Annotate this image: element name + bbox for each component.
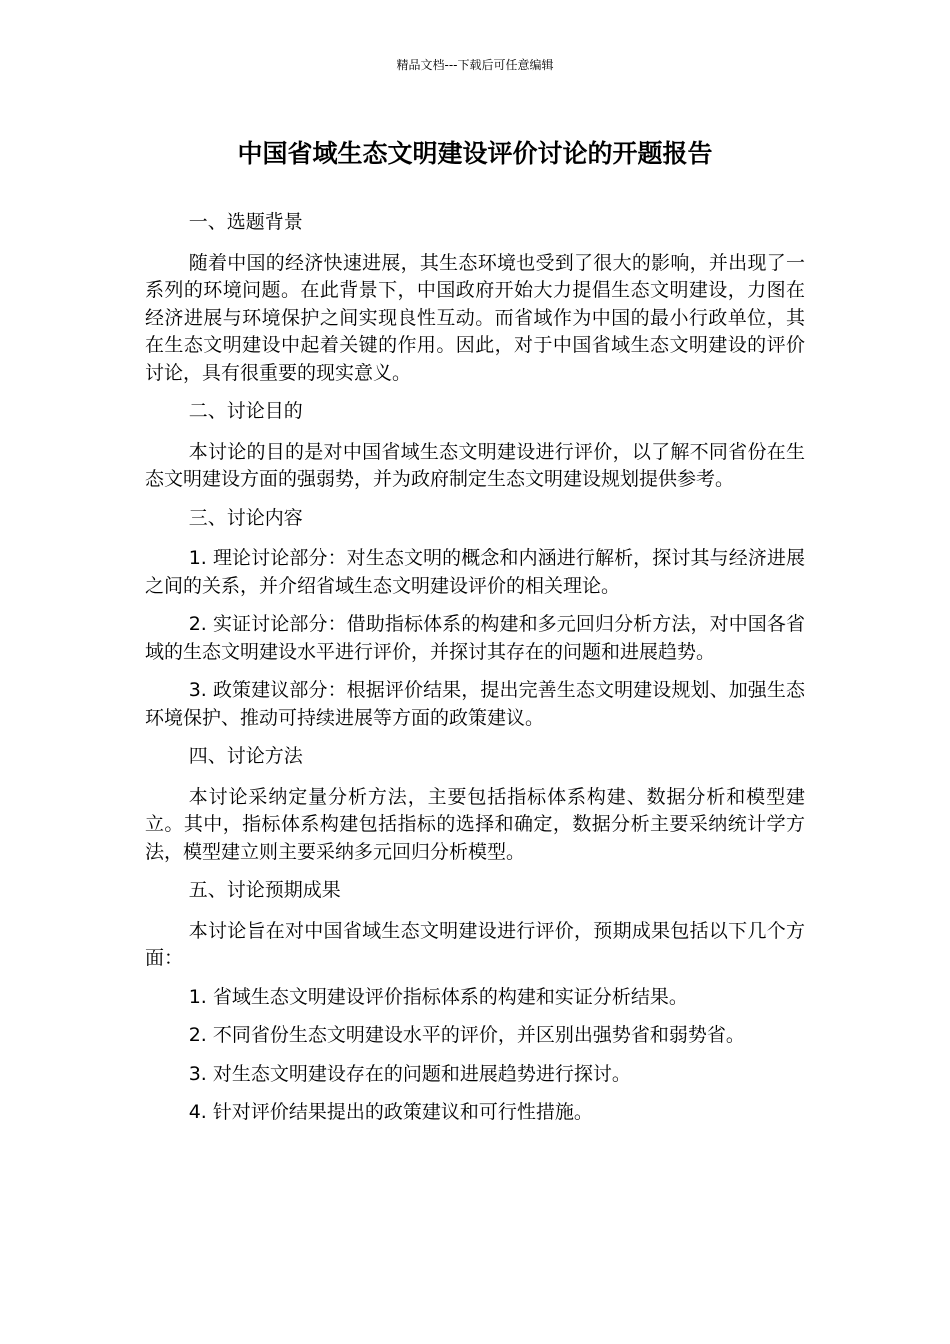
section-heading: 五、讨论预期成果 (188, 879, 341, 901)
paragraph: 随着中国的经济快速进展，其生态环境也受到了很大的影响，并出现了一系列的环境问题。在此背景下，中国政府开始大力提倡生态文明建设，力图在经济进展与环境保护之间实现良性互动。而省域作为中国的最小行政单位，其在生态文明建设中起着关键的作用。因此，对于中国省域生态文明建设的评价讨论，具有很重要的现实意义。 (145, 251, 805, 384)
list-item: 2. 不同省份生态文明建设水平的评价，并区别出强势省和弱势省。 (188, 1024, 745, 1046)
list-item: 2. 实证讨论部分：借助指标体系的构建和多元回归分析方法，对中国各省域的生态文明建设水平进行评价，并探讨其存在的问题和进展趋势。 (145, 613, 805, 663)
list-item: 3. 对生态文明建设存在的问题和进展趋势进行探讨。 (188, 1062, 631, 1085)
list-item: 1. 省域生态文明建设评价指标体系的构建和实证分析结果。 (188, 985, 688, 1008)
section-heading: 三、讨论内容 (188, 506, 303, 529)
section-heading: 二、讨论目的 (188, 400, 303, 422)
paragraph: 本讨论采纳定量分析方法，主要包括指标体系构建、数据分析和模型建立。其中，指标体系构建包括指标的选择和确定，数据分析主要采纳统计学方法，模型建立则主要采纳多元回归分析模型。 (145, 785, 805, 863)
list-item: 4. 针对评价结果提出的政策建议和可行性措施。 (188, 1101, 593, 1123)
document-title: 中国省域生态文明建设评价讨论的开题报告 (237, 139, 713, 168)
list-item: 3. 政策建议部分：根据评价结果，提出完善生态文明建设规划、加强生态环境保护、推动可持续进展等方面的政策建议。 (145, 679, 805, 729)
paragraph: 本讨论的目的是对中国省域生态文明建设进行评价，以了解不同省份在生态文明建设方面的强弱势，并为政府制定生态文明建设规划提供参考。 (145, 440, 805, 490)
section-heading: 四、讨论方法 (188, 745, 303, 767)
header-note: 精品文档---下载后可任意编辑 (396, 58, 554, 72)
document-body (145, 209, 805, 1138)
paragraph: 本讨论旨在对中国省域生态文明建设进行评价，预期成果包括以下几个方面： (145, 919, 805, 969)
list-item: 1. 理论讨论部分：对生态文明的概念和内涵进行解析，探讨其与经济进展之间的关系，并介绍省域生态文明建设评价的相关理论。 (145, 547, 805, 597)
section-heading: 一、选题背景 (188, 211, 303, 233)
